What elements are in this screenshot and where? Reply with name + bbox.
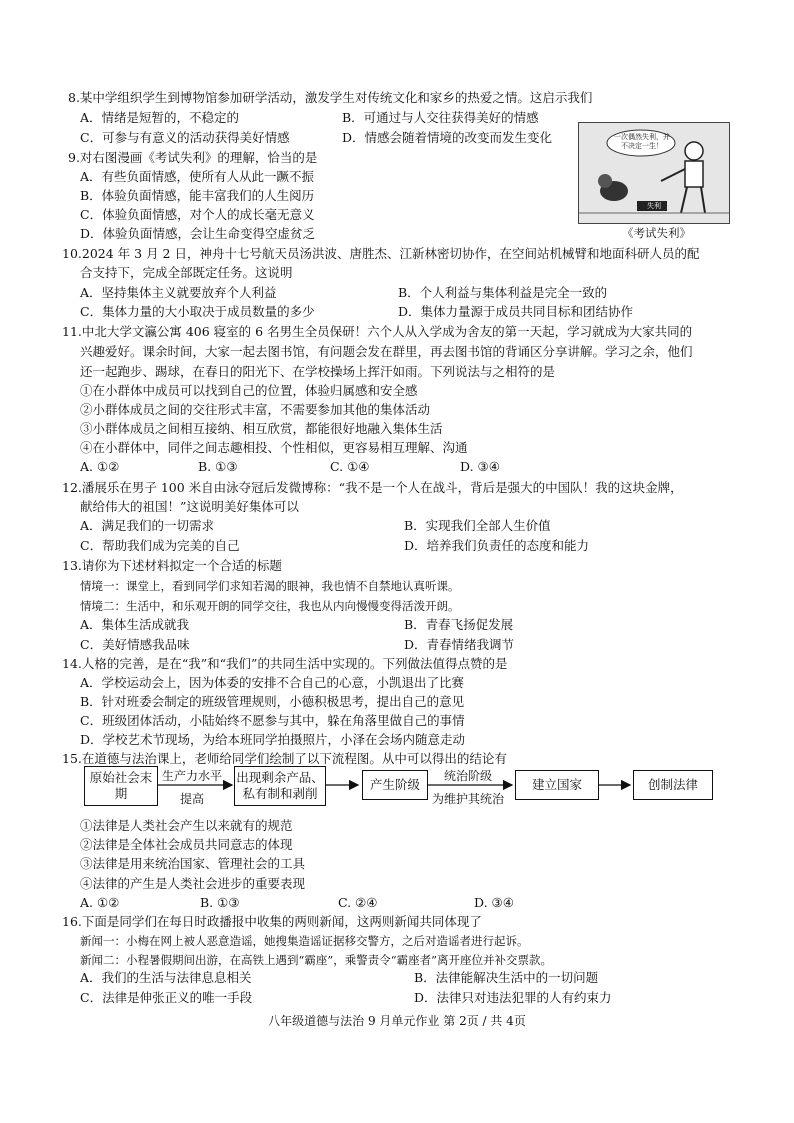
q11-option-a[interactable]: A. ①②	[80, 459, 120, 474]
q13-stem: 13.请你为下述材料拟定一个合适的标题	[62, 558, 282, 573]
q15-statement-1: ①法律是人类社会产生以来就有的规范	[80, 818, 293, 833]
q16-news-2: 新闻二：小程暑假期间出游，在高铁上遇到“霸座”，乘警责令“霸座者”离开座位并补交票款。	[80, 953, 553, 967]
flow-label-ruling-class: 统治阶级	[444, 769, 493, 783]
q11-statement-1: ①在小群体中成员可以找到自己的位置，体验归属感和安全感	[80, 383, 418, 398]
q14-stem: 14.人格的完善，是在“我”和“我们”的共同生活中实现的。下列做法值得点赞的是	[62, 656, 508, 671]
q10-option-a[interactable]: A．坚持集体主义就要放弃个人利益	[80, 285, 277, 300]
q14-option-c[interactable]: C．班级团体活动，小陆始终不愿参与其中，躲在角落里做自己的事情	[80, 713, 465, 728]
flow-label-productivity: 生产力水平	[162, 769, 223, 783]
flow-box-state: 建立国家	[515, 770, 599, 800]
flow-box-primitive-society: 原始社会末期	[84, 766, 158, 806]
q12-option-a[interactable]: A．满足我们的一切需求	[80, 518, 215, 533]
q11-stem-line2: 兴趣爱好。课余时间，大家一起去图书馆，有问题会发在群里，再去图书馆的背诵区分享讲解。学习之余，他们	[80, 344, 693, 359]
flow-label-maintain-rule: 为维护其统治	[432, 792, 505, 806]
flow-label-improve: 提高	[180, 792, 205, 806]
q10-option-c[interactable]: C．集体力量的大小取决于成员数量的多少	[80, 304, 315, 319]
q11-statement-3: ③小群体成员之间相互接纳、相互欣赏，都能很好地融入集体生活	[80, 421, 443, 436]
q11-stem-line1: 11.中北大学文瀛公寓 406 寝室的 6 名男生全员保研！六个人从入学成为舍友的第一天起，学习就成为大家共同的	[62, 324, 693, 339]
q11-option-c[interactable]: C. ①④	[330, 459, 370, 474]
cartoon-sign-text: 失利	[647, 202, 661, 210]
q8-option-a[interactable]: A．情绪是短暂的，不稳定的	[80, 110, 240, 125]
q16-option-a[interactable]: A．我们的生活与法律息息相关	[80, 970, 252, 985]
q11-stem-line3: 还一起跑步、踢球，在春日的阳光下、在学校操场上挥汗如雨。下列说法与之相符的是	[80, 364, 556, 379]
q13-situation-1: 情境一：课堂上，看到同学们求知若渴的眼神，我也情不自禁地认真听课。	[80, 579, 460, 593]
q16-option-b[interactable]: B．法律能解决生活中的一切问题	[414, 970, 599, 985]
q15-statement-4: ④法律的产生是人类社会进步的重要表现	[80, 876, 306, 891]
q13-option-b[interactable]: B．青春飞扬促发展	[404, 617, 514, 632]
q9-option-c[interactable]: C．体验负面情感，对个人的成长毫无意义	[80, 207, 315, 222]
q8-stem: 8.某中学组织学生到博物馆参加研学活动，激发学生对传统文化和家乡的热爱之情。这启示我们	[68, 90, 593, 105]
q15-statement-2: ②法律是全体社会成员共同意志的体现	[80, 837, 293, 852]
q14-option-b[interactable]: B．针对班委会制定的班级管理规则，小德积极思考，提出自己的意见	[80, 694, 465, 709]
q12-option-d[interactable]: D．培养我们负责任的态度和能力	[404, 538, 590, 553]
page-footer: 八年级道德与法治 9 月单元作业 第 2页 / 共 4页	[268, 1014, 526, 1028]
q10-option-b[interactable]: B．个人利益与集体利益是完全一致的	[398, 285, 608, 300]
q14-option-a[interactable]: A．学校运动会上，因为体委的安排不合自己的心意，小凯退出了比赛	[80, 675, 465, 690]
q11-option-d[interactable]: D. ③④	[460, 459, 500, 474]
cartoon-caption: 《考试失利》	[622, 226, 691, 240]
q15-option-b[interactable]: B. ①③	[200, 895, 240, 910]
q16-news-1: 新闻一：小梅在网上被人恶意造谣，她搜集造谣证据移交警方，之后对造谣者进行起诉。	[80, 934, 529, 948]
q11-statement-2: ②小群体成员之间的交往形式丰富，不需要参加其他的集体活动	[80, 402, 431, 417]
q11-statement-4: ④在小群体中，同伴之间志趣相投、个性相似，更容易相互理解、沟通	[80, 440, 468, 455]
q8-option-d[interactable]: D．情感会随着情境的改变而发生变化	[342, 130, 553, 145]
q16-option-d[interactable]: D．法律只对违法犯罪的人有约束力	[414, 990, 612, 1005]
q8-option-b[interactable]: B．可通过与人交往获得美好的情感	[342, 110, 539, 125]
q13-option-a[interactable]: A．集体生活成就我	[80, 617, 190, 632]
q10-option-d[interactable]: D．集体力量源于成员共同目标和团结协作	[398, 304, 634, 319]
q15-stem: 15.在道德与法治课上，老师给同学们绘制了以下流程图。从中可以得出的结论有	[62, 751, 507, 766]
q14-option-d[interactable]: D．学校艺术节现场，为给本班同学拍摄照片，小泽在会场内随意走动	[80, 732, 466, 747]
q16-option-c[interactable]: C．法律是伸张正义的唯一手段	[80, 990, 253, 1005]
q13-option-c[interactable]: C．美好情感我品味	[80, 637, 190, 652]
q10-stem-line2: 合支持下，完成全部既定任务。这说明	[80, 265, 293, 280]
q9-stem: 9.对右图漫画《考试失利》的理解，恰当的是	[68, 150, 318, 165]
q15-option-d[interactable]: D. ③④	[474, 895, 514, 910]
q12-stem-line1: 12.潘展乐在男子 100 米自由泳夺冠后发微博称：“我不是一个人在战斗，背后是强大的中国队！我的这块金牌，	[62, 480, 683, 495]
q9-option-b[interactable]: B．体验负面情感，能丰富我们的人生阅历	[80, 188, 315, 203]
cartoon-bubble-text: 一次偶然失利，并不决定一生！	[614, 133, 670, 150]
q15-statement-3: ③法律是用来统治国家、管理社会的工具	[80, 856, 306, 871]
q12-stem-line2: 献给伟大的祖国！”这说明美好集体可以	[80, 499, 299, 514]
q15-option-a[interactable]: A. ①②	[80, 895, 120, 910]
q11-option-b[interactable]: B. ①③	[198, 459, 238, 474]
q13-option-d[interactable]: D．青春情绪我调节	[404, 637, 515, 652]
q12-option-b[interactable]: B．实现我们全部人生价值	[404, 518, 551, 533]
q9-option-d[interactable]: D．体验负面情感，会让生命变得空虚贫乏	[80, 226, 316, 241]
q8-option-c[interactable]: C．可参与有意义的活动获得美好情感	[80, 130, 290, 145]
flow-box-law: 创制法律	[633, 770, 713, 800]
q12-option-c[interactable]: C．帮助我们成为完美的自己	[80, 538, 240, 553]
q9-option-a[interactable]: A．有些负面情感，使所有人从此一蹶不振	[80, 169, 315, 184]
q10-stem-line1: 10.2024 年 3 月 2 日，神舟十七号航天员汤洪波、唐胜杰、江新林密切协作，在空间站机械臂和地面科研人员的配	[62, 246, 700, 261]
q15-option-c[interactable]: C. ②④	[338, 895, 378, 910]
flow-box-surplus-private: 出现剩余产品、私有制和剥削	[234, 766, 326, 806]
q13-situation-2: 情境二：生活中，和乐观开朗的同学交往，我也从内向慢慢变得活泼开朗。	[80, 599, 460, 613]
q16-stem: 16.下面是同学们在每日时政播报中收集的两则新闻，这两则新闻共同体现了	[62, 914, 482, 929]
flow-box-classes: 产生阶级	[362, 770, 428, 800]
